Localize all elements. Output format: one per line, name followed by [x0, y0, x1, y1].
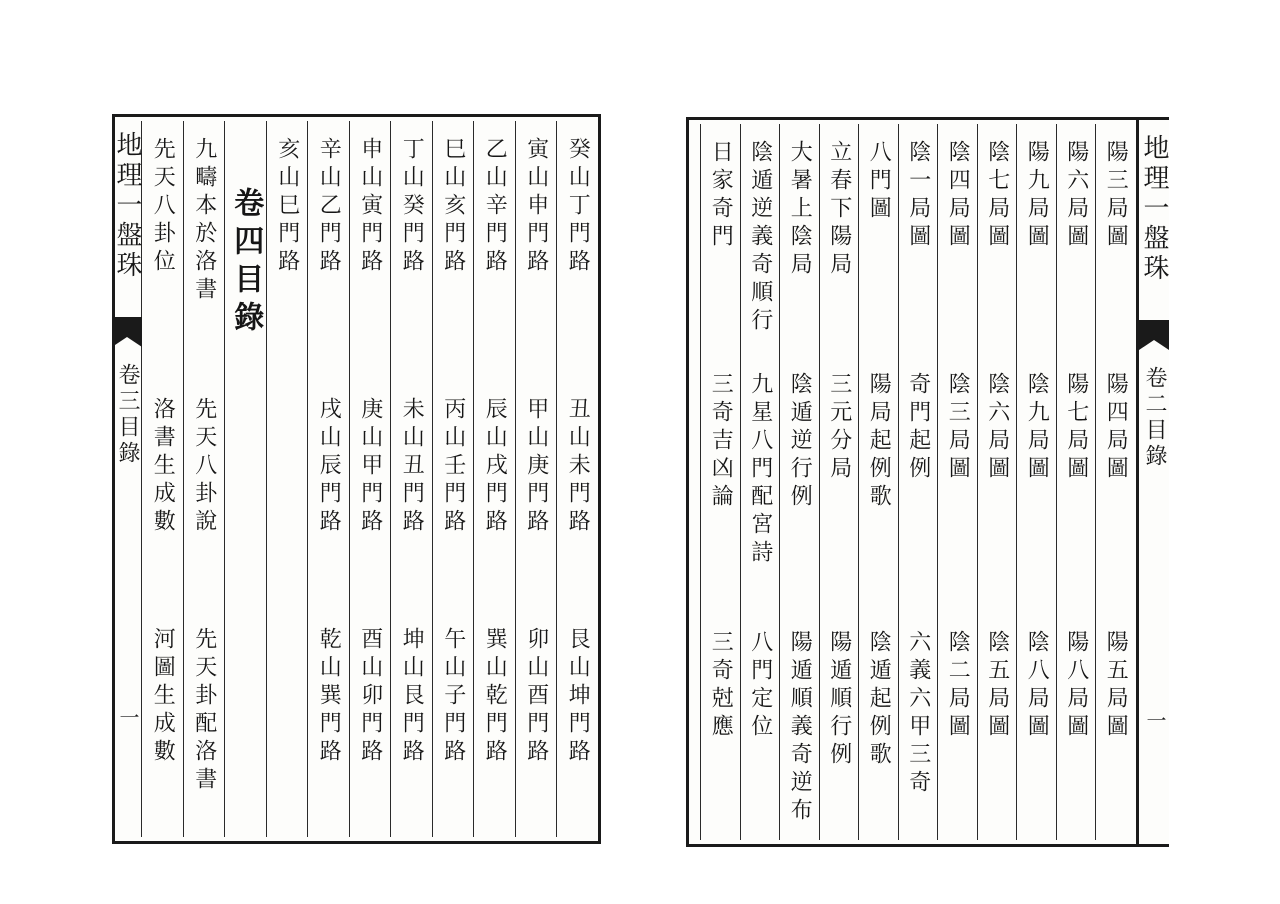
- right-page-column: [977, 124, 1017, 840]
- toc-entry: 庚山甲門路: [357, 397, 383, 537]
- toc-entry: 陰七局圖: [984, 140, 1010, 252]
- toc-entry: 陰九局圖: [1024, 372, 1050, 484]
- toc-entry: 坤山艮門路: [399, 627, 425, 767]
- left-page-column: [141, 121, 183, 837]
- toc-entry: 陰八局圖: [1024, 630, 1050, 742]
- toc-entry: 陽八局圖: [1063, 630, 1089, 742]
- toc-entry: 八門圖: [866, 140, 892, 224]
- right-page-column: [779, 124, 819, 840]
- toc-entry: 洛書生成數: [150, 397, 176, 537]
- toc-entry: 六義六甲三奇: [905, 630, 931, 798]
- left-page-column: [224, 121, 266, 837]
- toc-entry: [267, 397, 308, 627]
- toc-entry: 戌山辰門路: [316, 397, 342, 537]
- toc-entry: 陽九局圖: [1024, 140, 1050, 252]
- toc-entry: 午山子門路: [440, 627, 466, 767]
- left-page-column: [432, 121, 474, 837]
- toc-entry: 卯山酉門路: [523, 627, 549, 767]
- left-margin-chapter: 卷三目錄: [115, 363, 140, 467]
- right-margin-chapter: 卷二目錄: [1142, 366, 1167, 470]
- volume-heading: 卷四目錄: [228, 187, 264, 339]
- toc-entry: 陰三局圖: [945, 372, 971, 484]
- toc-entry: [267, 627, 308, 857]
- toc-entry: 亥山巳門路: [274, 137, 300, 277]
- right-page-column: [819, 124, 859, 840]
- toc-entry: 大暑上陰局: [787, 140, 813, 280]
- toc-entry: 未山丑門路: [399, 397, 425, 537]
- toc-entry: 癸山丁門路: [565, 137, 591, 277]
- left-page: [112, 114, 601, 844]
- right-page-column: [898, 124, 938, 840]
- toc-entry: 辰山戌門路: [482, 397, 508, 537]
- toc-entry: 陽局起例歌: [866, 372, 892, 512]
- toc-entry: 乙山辛門路: [482, 137, 508, 277]
- toc-entry: 陰遁逆行例: [787, 372, 813, 512]
- left-page-column: [349, 121, 391, 837]
- left-page-margin: [112, 117, 142, 841]
- toc-entry: 陰一局圖: [905, 140, 931, 252]
- toc-entry: 河圖生成數: [150, 627, 176, 767]
- left-page-column: [556, 121, 598, 837]
- left-folio-number: 一: [116, 707, 140, 727]
- toc-entry: 陽遁順義奇逆布: [787, 630, 813, 826]
- right-page-column: [700, 124, 740, 840]
- toc-entry: 三元分局: [826, 372, 852, 484]
- right-page-column: [858, 124, 898, 840]
- right-page-column: [1056, 124, 1096, 840]
- toc-entry: 陰遁起例歌: [866, 630, 892, 770]
- right-page-column: [740, 124, 780, 840]
- toc-entry: 陰六局圖: [984, 372, 1010, 484]
- toc-entry: 三奇吉凶論: [708, 372, 734, 512]
- toc-entry: 陰遁逆義奇順行: [747, 140, 773, 336]
- toc-entry: 陽七局圖: [1063, 372, 1089, 484]
- toc-entry: 日家奇門: [708, 140, 734, 252]
- right-page-column: [1016, 124, 1056, 840]
- toc-entry: 申山寅門路: [357, 137, 383, 277]
- left-margin-book-title: 地理一盤珠: [112, 131, 142, 281]
- toc-entry: 陰五局圖: [984, 630, 1010, 742]
- toc-entry: 乾山巽門路: [316, 627, 342, 767]
- toc-entry: 三奇尅應: [708, 630, 734, 742]
- toc-entry: 艮山坤門路: [565, 627, 591, 767]
- toc-entry: 九疇本於洛書: [191, 137, 217, 305]
- toc-entry: 陽遁順行例: [826, 630, 852, 770]
- toc-entry: 奇門起例: [905, 372, 931, 484]
- right-margin-book-title: 地理一盤珠: [1139, 134, 1169, 284]
- toc-entry: 陽四局圖: [1103, 372, 1129, 484]
- toc-entry: 先天卦配洛書: [191, 627, 217, 795]
- left-page-column: [266, 121, 308, 837]
- toc-entry: 九星八門配宮詩: [747, 372, 773, 568]
- toc-entry: 丑山未門路: [565, 397, 591, 537]
- left-page-column: [183, 121, 225, 837]
- left-page-column: [307, 121, 349, 837]
- toc-entry: 丙山壬門路: [440, 397, 466, 537]
- toc-entry: 陽六局圖: [1063, 140, 1089, 252]
- toc-entry: 辛山乙門路: [316, 137, 342, 277]
- right-page-column: [1095, 124, 1135, 840]
- toc-entry: 丁山癸門路: [399, 137, 425, 277]
- toc-entry: 陽五局圖: [1103, 630, 1129, 742]
- toc-entry: 八門定位: [747, 630, 773, 742]
- toc-entry: 甲山庚門路: [523, 397, 549, 537]
- right-folio-number: 一: [1143, 710, 1167, 730]
- toc-entry: 陽三局圖: [1103, 140, 1129, 252]
- fish-tail-icon: [1139, 320, 1169, 354]
- toc-entry: 巳山亥門路: [440, 137, 466, 277]
- left-page-column: [473, 121, 515, 837]
- toc-entry: 酉山卯門路: [357, 627, 383, 767]
- toc-entry: 先天八卦位: [150, 137, 176, 277]
- toc-entry: 寅山申門路: [523, 137, 549, 277]
- right-page-column: [937, 124, 977, 840]
- right-page: [686, 117, 1169, 847]
- toc-entry: 立春下陽局: [826, 140, 852, 280]
- left-page-column: [390, 121, 432, 837]
- left-page-column: [515, 121, 557, 837]
- right-page-margin: [1136, 120, 1169, 844]
- toc-entry: 陰四局圖: [945, 140, 971, 252]
- toc-entry: 先天八卦說: [191, 397, 217, 537]
- fish-tail-icon: [112, 317, 142, 351]
- toc-entry: 巽山乾門路: [482, 627, 508, 767]
- toc-entry: 陰二局圖: [945, 630, 971, 742]
